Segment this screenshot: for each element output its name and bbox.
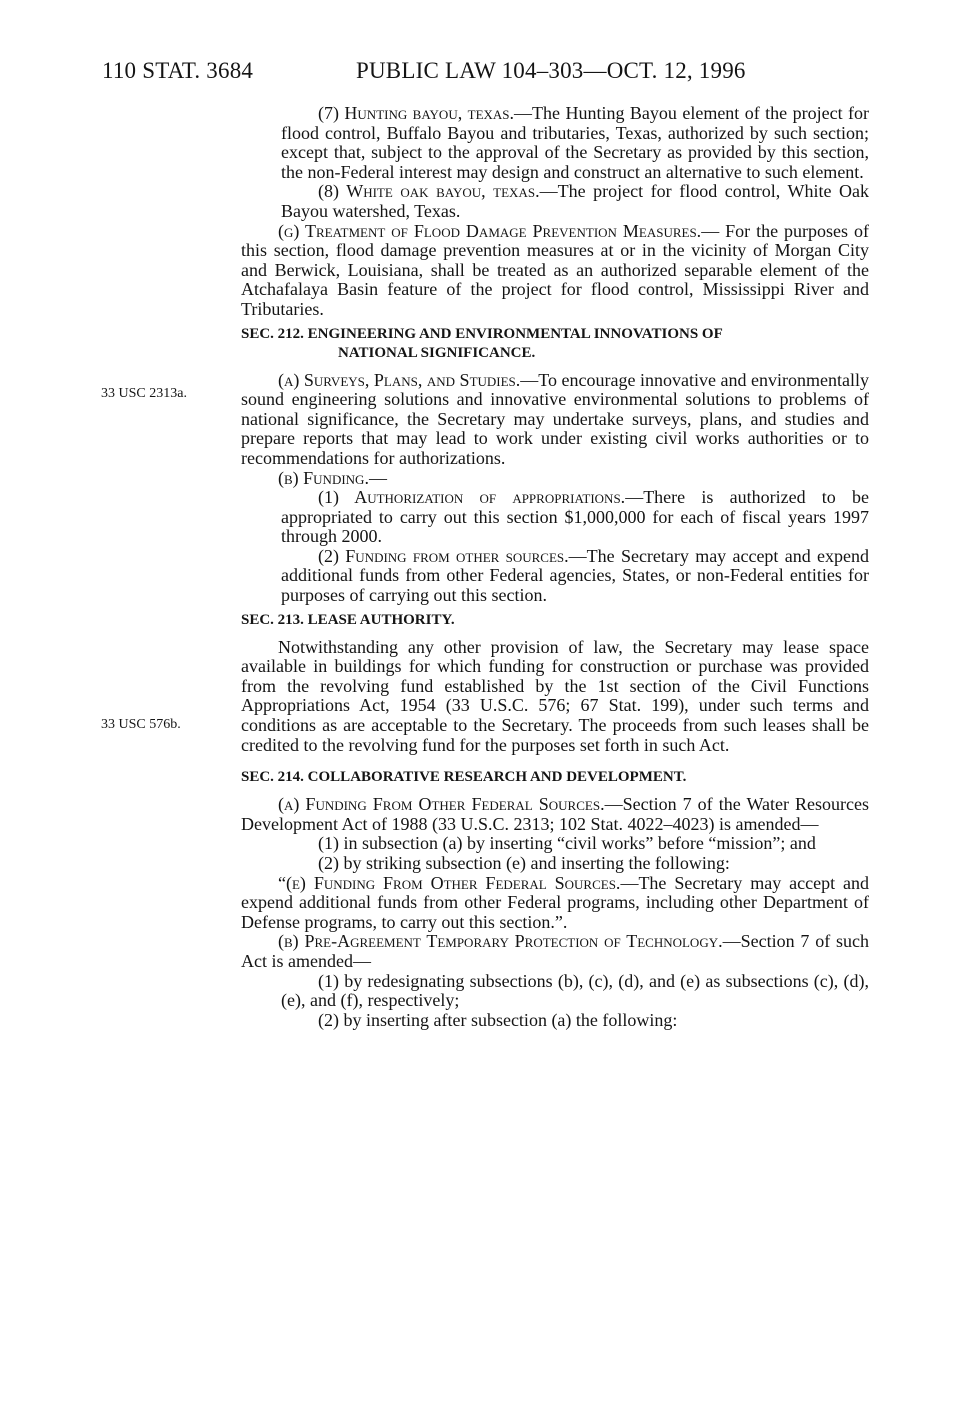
section-214-heading: SEC. 214. COLLABORATIVE RESEARCH AND DEVELOPMENT. bbox=[241, 769, 687, 786]
section-212-b-heading: (b) Funding. bbox=[278, 467, 369, 488]
section-213-heading: SEC. 213. LEASE AUTHORITY. bbox=[241, 611, 455, 628]
paragraph-8 bbox=[241, 182, 869, 221]
section-212-title-line1: SEC. 212. ENGINEERING AND ENVIRONMENTAL INNOVATIONS OF bbox=[241, 325, 723, 342]
paragraph-8-text: —The project for flood control, White Oak Bayou watershed, Texas. bbox=[281, 181, 869, 221]
section-214-subsection-b bbox=[241, 932, 869, 971]
section-212-heading bbox=[241, 325, 869, 363]
paragraph-7-heading: (7) Hunting bayou, texas. bbox=[318, 103, 515, 123]
section-214-a2: (2) by striking subsection (e) and inserting the following: bbox=[318, 853, 730, 873]
section-214-a1: (1) in subsection (a) by inserting “civil works” before “mission”; and bbox=[318, 833, 816, 854]
paragraph-7-text: —The Hunting Bayou element of the project for flood control, Buffalo Bayou and tributaries, Texas, authorized by such section; except that, subject to the approval of the Secretary as provided by this section, the non-Federal interest may design and construct an alternative to such element. bbox=[281, 103, 869, 182]
page-citation: 110 STAT. 3684 bbox=[102, 58, 254, 83]
section-214-a-text: —Section 7 of the Water Resources Development Act of 1988 (33 U.S.C. 2313; 102 Stat. 4022–4023) is amended— bbox=[241, 794, 869, 834]
section-212-b-text: — bbox=[368, 467, 387, 488]
margin-note-sec213: 33 USC 576b. bbox=[101, 717, 181, 732]
section-214-b-heading: (b) Pre-Agreement Temporary Protection of Technology. bbox=[278, 931, 723, 952]
section-213-text: Notwithstanding any other provision of law, the Secretary may lease space available in buildings for which funding for construction or purchase was provided from the revolving fund established by the 1st section of the Civil Functions Appropriations Act, 1954 (33 U.S.C. 576; 67 Stat. 199), under such terms and conditions as are acceptable to the Secretary. The proceeds from such leases shall be credited to the revolving fund for the purposes set forth in such Act. bbox=[241, 636, 869, 755]
section-212-b2 bbox=[241, 547, 869, 606]
section-212-subsection-a bbox=[241, 371, 869, 469]
section-212-b2-text: —The Secretary may accept and expend additional funds from other Federal agencies, States, or non-Federal entities for purposes of carrying out this section. bbox=[281, 545, 869, 606]
document-body bbox=[241, 104, 869, 1030]
section-212-b1 bbox=[241, 488, 869, 547]
subsection-g-text: — For the purposes of this section, flood damage prevention measures at or in the vicinity of Morgan City and Berwick, Louisiana, shall be treated as an authorized separable element of the Atchafalaya Basin feature of the project for flood control, Mississippi River and Tributaries. bbox=[241, 220, 869, 319]
section-212-b1-text: —There is authorized to be appropriated to carry out this section $1,000,000 for each of fiscal years 1997 through 2000. bbox=[281, 487, 869, 547]
section-212-b2-heading: (2) Funding from other sources. bbox=[318, 545, 569, 566]
inserted-e-heading: “(e) Funding From Other Federal Sources. bbox=[278, 872, 621, 893]
section-212-subsection-b bbox=[241, 469, 869, 489]
subsection-g bbox=[241, 222, 869, 320]
section-212-title-line2: NATIONAL SIGNIFICANCE. bbox=[338, 344, 536, 361]
section-214-subsection-a bbox=[241, 795, 869, 834]
inserted-e-text: —The Secretary may accept and expend additional funds from other Federal programs, including other Department of Defense programs, to carry out this section.”. bbox=[241, 872, 869, 932]
subsection-g-heading: (g) Treatment of Flood Damage Prevention Measures. bbox=[278, 220, 702, 241]
paragraph-7 bbox=[241, 104, 869, 182]
section-212-a-heading: (a) Surveys, Plans, and Studies. bbox=[278, 369, 521, 390]
section-212-a-text: —To encourage innovative and environmentally sound engineering solutions and innovative environmental solutions to problems of national significance, the Secretary may undertake surveys, plans, and studies and prepare reports that may lead to work under existing civil works authorities or to recommendations for authorizations. bbox=[241, 369, 869, 468]
section-214-a-heading: (a) Funding From Other Federal Sources. bbox=[278, 794, 605, 815]
margin-note-sec212: 33 USC 2313a. bbox=[101, 386, 187, 401]
section-214-b1: (1) by redesignating subsections (b), (c), (d), and (e) as subsections (c), (d), (e), and (f), respectively; bbox=[281, 970, 869, 1011]
section-214-b-text: —Section 7 of such Act is amended— bbox=[241, 931, 870, 971]
section-212-b1-heading: (1) Authorization of appropriations. bbox=[318, 487, 626, 508]
section-214-b2: (2) by inserting after subsection (a) the following: bbox=[318, 1009, 678, 1030]
paragraph-8-heading: (8) White oak bayou, texas. bbox=[318, 181, 540, 202]
section-214-inserted-e bbox=[241, 874, 869, 933]
running-header: PUBLIC LAW 104–303—OCT. 12, 1996 bbox=[356, 58, 746, 83]
